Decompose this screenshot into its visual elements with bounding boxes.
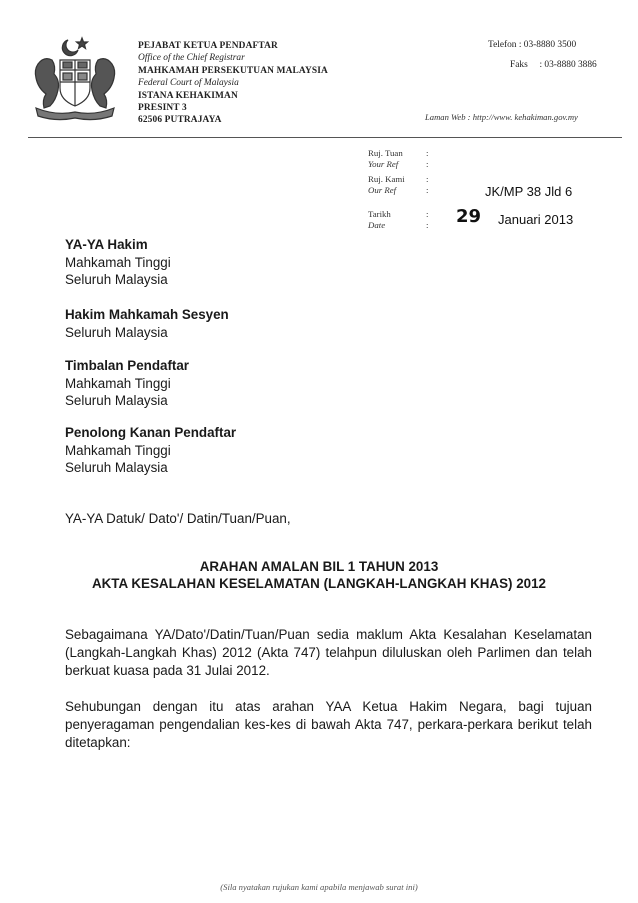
our-ref-label-en: Our Ref (368, 185, 397, 195)
your-ref-label-en: Your Ref (368, 159, 399, 169)
recipient-line: Seluruh Malaysia (65, 393, 168, 408)
fax-number: 03-8880 3886 (544, 60, 597, 70)
date-day-handwritten: 29 (456, 206, 482, 227)
date-month-year: Januari 2013 (498, 212, 574, 227)
date-label-ms: Tarikh (368, 209, 391, 219)
recipient-line: Seluruh Malaysia (65, 324, 168, 340)
paragraph-line: ditetapkan: (65, 735, 131, 751)
subject-line-1: ARAHAN AMALAN BIL 1 TAHUN 2013 (199, 559, 439, 574)
recipient-2 (65, 306, 229, 341)
date-label-en: Date (368, 220, 386, 230)
recipient-title: Hakim Mahkamah Sesyen (65, 307, 229, 322)
postcode-city: 62506 PUTRAJAYA (138, 115, 222, 126)
recipient-4 (65, 424, 236, 477)
phone-row: Telefon : 03-8880 3500 (488, 40, 577, 50)
recipient-1 (65, 236, 171, 289)
salutation: YA-YA Datuk/ Dato'/ Datin/Tuan/Puan, (65, 511, 291, 526)
phone-number: 03-8880 3500 (523, 40, 577, 50)
website-label: Laman Web (425, 112, 466, 122)
building-name: ISTANA KEHAKIMAN (138, 90, 238, 101)
website-url: http://www. kehakiman.gov.my (472, 112, 578, 122)
recipient-3 (65, 357, 189, 410)
our-ref-value: JK/MP 38 Jld 6 (485, 184, 573, 199)
paragraph-line: penyeragaman pengendalian kes-kes di bawah Akta 747, perkara-perkara berikut telah (65, 717, 592, 733)
recipient-line: Seluruh Malaysia (65, 272, 168, 287)
website-row: Laman Web : http://www. kehakiman.gov.my (425, 112, 578, 122)
letter-page: PEJABAT KETUA PENDAFTAR Office of the Chief Registrar MAHKAMAH PERSEKUTUAN MALAYSIA Federal Court of Malaysia ISTANA KEHAKIMAN PRESINT 3 62506 PUTRAJAYA Telefon : 03-8880 3500 Faks : 03-8880 3886 Laman Web : http://www. kehakiman.gov.my Ruj. Tuan : Your Ref : Ruj. Kami : Our Ref : JK/MP 38 Jld 6 Tarikh : Date : 29 Januari 2013 YA-YA Hakim Mahkamah Tinggi Seluruh Malaysia Hakim Mahkamah Sesyen Seluruh Malaysia Timbalan Pendaftar Mahkamah Tinggi Seluruh Malaysia Penolong Kanan Pendaftar Mahkamah Tinggi Seluruh Malaysia YA-YA Datuk/ Dato'/ Datin/Tuan/Puan, ARAHAN AMALAN BIL 1 TAHUN 2013 AKTA KESALAHAN KESELAMATAN (LANGKAH-LANGKAH KHAS) 2012 Sebagaimana YA/Dato'/Datin/Tuan/Puan sedia maklum Akta Kesalahan Keselamatan (Langkah-Langkah Khas) 2012 (Akta 747) telahpun diluluskan oleh Parlimen dan telah berkuat kuasa pada 31 Julai 2012. Sehubungan dengan itu atas arahan YAA Ketua Hakim Negara, bagi tujuan penyeragaman pengendalian kes-kes di bawah Akta 747, perkara-perkara berikut telah ditetapkan: (Sila nyatakan rujukan kami apabila menjawab surat ini) (0, 0, 638, 903)
paragraph-line: (Langkah-Langkah Khas) 2012 (Akta 747) telahpun diluluskan oleh Parlimen dan telah (65, 645, 592, 661)
coat-of-arms-icon (28, 34, 122, 126)
recipient-title: Timbalan Pendaftar (65, 358, 190, 373)
recipient-line: Mahkamah Tinggi (65, 254, 171, 270)
paragraph-2 (65, 698, 592, 753)
precinct: PRESINT 3 (138, 103, 187, 114)
recipient-title: Penolong Kanan Pendaftar (65, 425, 237, 440)
footer-note: (Sila nyatakan rujukan kami apabila menjawab surat ini) (220, 882, 418, 892)
court-name-ms: MAHKAMAH PERSEKUTUAN MALAYSIA (138, 65, 328, 76)
paragraph-1 (65, 626, 592, 681)
letterhead-address (138, 40, 398, 127)
court-name-en: Federal Court of Malaysia (138, 78, 239, 89)
paragraph-line: Sebagaimana YA/Dato'/Datin/Tuan/Puan sedia maklum Akta Kesalahan Keselamatan (65, 627, 592, 642)
recipient-line: Seluruh Malaysia (65, 460, 168, 475)
paragraph-line: Sehubungan dengan itu atas arahan YAA Ketua Hakim Negara, bagi tujuan (65, 699, 592, 714)
paragraph-line: berkuat kuasa pada 31 Julai 2012. (65, 663, 270, 679)
fax-row: Faks : 03-8880 3886 (510, 60, 597, 70)
subject-line-2: AKTA KESALAHAN KESELAMATAN (LANGKAH-LANGKAH KHAS) 2012 (91, 576, 547, 591)
your-ref-label-ms: Ruj. Tuan (368, 148, 403, 158)
letterhead-divider (28, 137, 622, 138)
fax-label: Faks (510, 60, 528, 70)
phone-label: Telefon (488, 40, 517, 50)
recipient-line: Mahkamah Tinggi (65, 375, 171, 391)
recipient-title: YA-YA Hakim (65, 237, 148, 252)
recipient-line: Mahkamah Tinggi (65, 442, 171, 458)
office-name-en: Office of the Chief Registrar (138, 53, 245, 64)
office-name-ms: PEJABAT KETUA PENDAFTAR (138, 41, 278, 51)
our-ref-label-ms: Ruj. Kami (368, 174, 405, 184)
